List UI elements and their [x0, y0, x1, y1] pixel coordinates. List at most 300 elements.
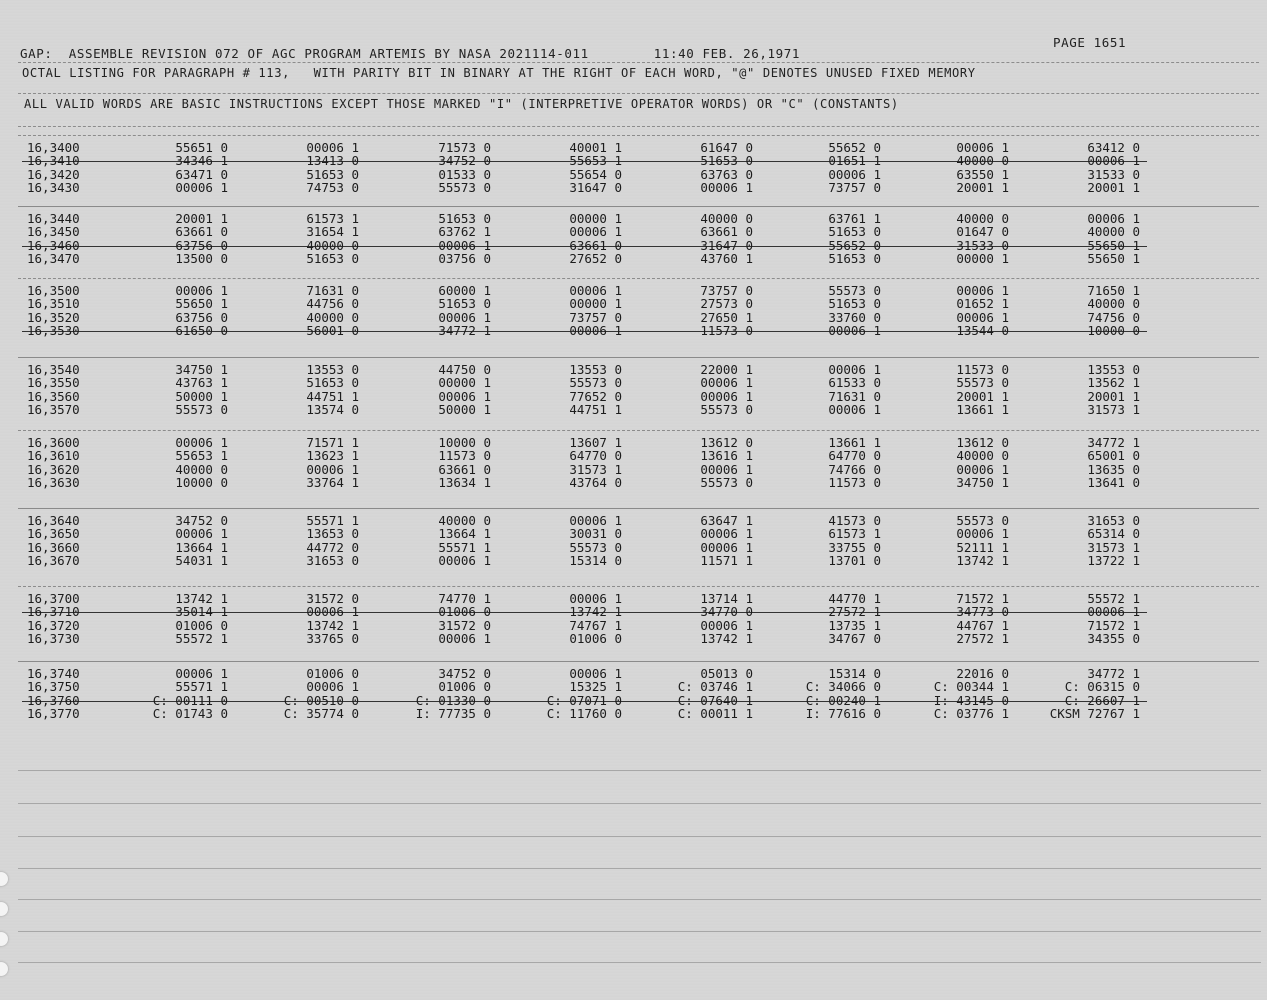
octal-word: 03756 0	[438, 251, 491, 267]
octal-word: 00006 1	[306, 679, 359, 695]
octal-word: C: 01743 0	[152, 706, 228, 722]
octal-word: 73757 0	[700, 283, 753, 298]
octal-word: 40000 0	[700, 211, 753, 226]
row-address: 16,3440	[27, 211, 80, 226]
octal-word: C: 35774 0	[283, 706, 359, 722]
octal-word: 31654 1	[306, 224, 359, 240]
header-line-3: ALL VALID WORDS ARE BASIC INSTRUCTIONS EXCEPT THOSE MARKED "I" (INTERPRETIVE OPERATOR WORDS) OR "C" (CONSTANTS)	[24, 97, 899, 111]
octal-word: 13500 0	[175, 251, 228, 267]
octal-word: 55650 1	[1087, 251, 1140, 267]
octal-word: 34346 1	[175, 153, 228, 169]
octal-word: 13574 0	[306, 402, 359, 418]
octal-word: 31572 0	[438, 617, 491, 633]
octal-word: 31573 1	[1087, 539, 1140, 555]
group-rule	[18, 278, 1259, 279]
octal-word: C: 00240 1	[805, 692, 881, 708]
octal-word: 55650 1	[1087, 237, 1140, 253]
octal-word: 00006 1	[438, 237, 491, 253]
octal-word: 11573 0	[828, 475, 881, 491]
octal-word: 44756 0	[306, 296, 359, 312]
header-rule	[18, 62, 1259, 63]
octal-word: I: 77616 0	[805, 706, 881, 722]
octal-word: 00006 1	[700, 461, 753, 477]
octal-word: 51653 0	[438, 211, 491, 226]
octal-word: 13616 1	[700, 448, 753, 464]
octal-word: 00006 1	[175, 283, 228, 298]
octal-word: 55573 0	[956, 375, 1009, 391]
octal-word: 55571 1	[306, 513, 359, 528]
octal-word: 01006 0	[569, 631, 622, 647]
listing-row	[0, 324, 1267, 338]
octal-word: 44770 1	[828, 591, 881, 606]
octal-word: 00006 1	[956, 461, 1009, 477]
header-line-2: OCTAL LISTING FOR PARAGRAPH # 113, WITH PARITY BIT IN BINARY AT THE RIGHT OF EACH WORD, "@" DENOTES UNUSED FIXED MEMORY	[22, 66, 976, 80]
octal-word: 11573 0	[438, 448, 491, 464]
octal-word: 13661 1	[828, 435, 881, 450]
octal-word: C: 26607 1	[1064, 692, 1140, 708]
row-address: 16,3610	[27, 448, 80, 464]
octal-word: 55651 0	[175, 140, 228, 155]
octal-word: 13635 0	[1087, 461, 1140, 477]
row-address: 16,3510	[27, 296, 80, 312]
octal-word: 60000 1	[438, 283, 491, 298]
octal-word: 31533 0	[1087, 166, 1140, 182]
listing-group	[0, 363, 1267, 423]
octal-word: 27573 0	[700, 296, 753, 312]
octal-word: 00006 1	[569, 224, 622, 240]
listing-row	[0, 632, 1267, 646]
octal-word: 61533 0	[828, 375, 881, 391]
octal-word: 63762 1	[438, 224, 491, 240]
octal-word: 31572 0	[306, 591, 359, 606]
octal-word: 40000 0	[956, 153, 1009, 169]
octal-word: 74767 1	[569, 617, 622, 633]
octal-word: 13742 1	[306, 617, 359, 633]
octal-word: 00006 1	[438, 309, 491, 325]
octal-word: 00006 1	[306, 604, 359, 620]
octal-word: 00006 1	[956, 283, 1009, 298]
octal-word: 10000 0	[1087, 323, 1140, 339]
group-rule	[18, 661, 1259, 662]
feed-hole	[0, 902, 8, 916]
octal-word: 51653 0	[438, 296, 491, 312]
octal-word: 11573 0	[700, 323, 753, 339]
octal-word: 00006 1	[1087, 604, 1140, 620]
octal-word: 63550 1	[956, 166, 1009, 182]
listing-group	[0, 514, 1267, 574]
octal-word: 34767 0	[828, 631, 881, 647]
octal-word: 13553 0	[1087, 362, 1140, 377]
octal-word: 01652 1	[956, 296, 1009, 312]
group-rule	[18, 206, 1259, 207]
octal-word: 55652 0	[828, 237, 881, 253]
octal-word: C: 03776 1	[933, 706, 1009, 722]
listing-group	[0, 141, 1267, 201]
octal-word: 11571 1	[700, 553, 753, 569]
octal-word: 15325 1	[569, 679, 622, 695]
octal-word: 34752 0	[438, 666, 491, 681]
octal-word: 01006 0	[306, 666, 359, 681]
octal-word: 31653 0	[1087, 513, 1140, 528]
listing-row	[0, 707, 1267, 721]
octal-word: 00006 1	[175, 435, 228, 450]
octal-word: I: 77735 0	[415, 706, 491, 722]
octal-word: 13722 1	[1087, 553, 1140, 569]
octal-word: 55572 1	[175, 631, 228, 647]
octal-word: 00006 1	[175, 526, 228, 542]
octal-word: 31573 1	[1087, 402, 1140, 418]
octal-word: 51653 0	[306, 166, 359, 182]
octal-word: 13562 1	[1087, 375, 1140, 391]
octal-word: 51653 0	[306, 375, 359, 391]
group-rule	[18, 357, 1259, 358]
row-address: 16,3620	[27, 461, 80, 477]
octal-word: 13664 1	[438, 526, 491, 542]
octal-word: 51653 0	[306, 251, 359, 267]
octal-word: 55573 0	[956, 513, 1009, 528]
octal-word: 13413 0	[306, 153, 359, 169]
row-address: 16,3540	[27, 362, 80, 377]
listing-group	[0, 284, 1267, 344]
octal-word: 54031 1	[175, 553, 228, 569]
octal-word: 30031 0	[569, 526, 622, 542]
octal-word: 71573 0	[438, 140, 491, 155]
octal-word: 50000 1	[175, 388, 228, 404]
listing-row	[0, 403, 1267, 417]
listing-row	[0, 252, 1267, 266]
row-address: 16,3740	[27, 666, 80, 681]
octal-word: 31653 0	[306, 553, 359, 569]
octal-word: 00006 1	[828, 402, 881, 418]
octal-word: 43760 1	[700, 251, 753, 267]
octal-word: 13623 1	[306, 448, 359, 464]
octal-word: 20001 1	[956, 180, 1009, 196]
octal-word: 44767 1	[956, 617, 1009, 633]
octal-word: 15314 0	[828, 666, 881, 681]
octal-word: C: 06315 0	[1064, 679, 1140, 695]
row-address: 16,3760	[27, 692, 80, 708]
octal-word: 01533 0	[438, 166, 491, 182]
octal-word: 43764 0	[569, 475, 622, 491]
octal-word: 55653 1	[175, 448, 228, 464]
octal-word: 55652 0	[828, 140, 881, 155]
octal-word: 31533 0	[956, 237, 1009, 253]
octal-word: 00006 1	[438, 553, 491, 569]
octal-word: 20001 1	[1087, 180, 1140, 196]
octal-word: 73757 0	[828, 180, 881, 196]
octal-word: 55573 0	[175, 402, 228, 418]
octal-word: 00006 1	[700, 526, 753, 542]
octal-word: 63661 0	[175, 224, 228, 240]
octal-word: 00006 1	[438, 631, 491, 647]
octal-word: 55573 0	[569, 539, 622, 555]
row-address: 16,3410	[27, 153, 80, 169]
octal-word: 34355 0	[1087, 631, 1140, 647]
octal-word: 33764 1	[306, 475, 359, 491]
row-address: 16,3770	[27, 706, 80, 722]
row-address: 16,3640	[27, 513, 80, 528]
octal-word: 74756 0	[1087, 309, 1140, 325]
octal-word: 63412 0	[1087, 140, 1140, 155]
octal-word: 33755 0	[828, 539, 881, 555]
group-rule	[18, 586, 1259, 587]
octal-word: 00006 1	[956, 526, 1009, 542]
header-rule	[18, 93, 1259, 94]
blank-line	[18, 931, 1261, 932]
row-address: 16,3670	[27, 553, 80, 569]
octal-word: 13664 1	[175, 539, 228, 555]
octal-word: 63661 0	[569, 237, 622, 253]
octal-word: 35014 1	[175, 604, 228, 620]
octal-word: 41573 0	[828, 513, 881, 528]
octal-word: C: 00111 0	[152, 692, 228, 708]
octal-word: 74766 0	[828, 461, 881, 477]
octal-word: 22016 0	[956, 666, 1009, 681]
octal-word: 71571 1	[306, 435, 359, 450]
header-line-1: GAP: ASSEMBLE REVISION 072 OF AGC PROGRAM ARTEMIS BY NASA 2021114-011 11:40 FEB. 26,1971	[20, 46, 801, 61]
octal-word: 73757 0	[569, 309, 622, 325]
octal-word: 00006 1	[956, 309, 1009, 325]
octal-word: 01647 0	[956, 224, 1009, 240]
octal-word: 00006 1	[828, 362, 881, 377]
octal-word: 01651 1	[828, 153, 881, 169]
octal-word: 65001 0	[1087, 448, 1140, 464]
octal-word: C: 00011 1	[677, 706, 753, 722]
octal-word: 40000 0	[306, 237, 359, 253]
octal-word: 55573 0	[700, 475, 753, 491]
blank-line	[18, 803, 1261, 804]
octal-word: 33760 0	[828, 309, 881, 325]
octal-word: 40000 0	[956, 448, 1009, 464]
blank-line	[18, 962, 1261, 963]
octal-word: 34772 1	[1087, 435, 1140, 450]
octal-word: 43763 1	[175, 375, 228, 391]
octal-word: 44772 0	[306, 539, 359, 555]
octal-word: 55654 0	[569, 166, 622, 182]
octal-word: 51653 0	[828, 296, 881, 312]
octal-word: 74753 0	[306, 180, 359, 196]
blank-line	[18, 868, 1261, 869]
octal-word: 55573 0	[700, 402, 753, 418]
listing-row	[0, 181, 1267, 195]
octal-word: 50000 1	[438, 402, 491, 418]
octal-word: 27650 1	[700, 309, 753, 325]
octal-word: 61573 1	[828, 526, 881, 542]
octal-word: 00000 1	[569, 296, 622, 312]
row-address: 16,3700	[27, 591, 80, 606]
octal-word: C: 34066 0	[805, 679, 881, 695]
octal-word: 63756 0	[175, 237, 228, 253]
row-address: 16,3520	[27, 309, 80, 325]
octal-word: 55571 1	[175, 679, 228, 695]
octal-word: 40000 0	[1087, 296, 1140, 312]
octal-word: 55573 0	[828, 283, 881, 298]
octal-word: 13701 0	[828, 553, 881, 569]
octal-word: 13742 1	[700, 631, 753, 647]
listing-row	[0, 554, 1267, 568]
row-address: 16,3650	[27, 526, 80, 542]
octal-word: 00006 1	[438, 388, 491, 404]
octal-word: 00006 1	[569, 283, 622, 298]
octal-word: C: 07640 1	[677, 692, 753, 708]
row-address: 16,3570	[27, 402, 80, 418]
row-address: 16,3470	[27, 251, 80, 267]
octal-word: 56001 0	[306, 323, 359, 339]
octal-word: 00006 1	[1087, 211, 1140, 226]
feed-hole	[0, 962, 8, 976]
octal-word: 00006 1	[700, 388, 753, 404]
page-number: PAGE 1651	[1053, 35, 1127, 50]
octal-word: 00006 1	[700, 539, 753, 555]
octal-word: 55650 1	[175, 296, 228, 312]
octal-word: 34770 0	[700, 604, 753, 620]
octal-word: 51653 0	[828, 251, 881, 267]
octal-word: 01006 0	[175, 617, 228, 633]
octal-word: C: 01330 0	[415, 692, 491, 708]
octal-word: 44751 1	[306, 388, 359, 404]
octal-word: 27572 1	[956, 631, 1009, 647]
octal-word: 63647 1	[700, 513, 753, 528]
octal-word: 34772 1	[438, 323, 491, 339]
row-address: 16,3730	[27, 631, 80, 647]
octal-word: 15314 0	[569, 553, 622, 569]
octal-word: 34752 0	[438, 153, 491, 169]
octal-word: C: 11760 0	[546, 706, 622, 722]
row-address: 16,3710	[27, 604, 80, 620]
group-rule	[18, 508, 1259, 509]
octal-word: 13742 1	[175, 591, 228, 606]
octal-word: 13742 1	[956, 553, 1009, 569]
octal-word: 63756 0	[175, 309, 228, 325]
octal-word: 05013 0	[700, 666, 753, 681]
feed-hole	[0, 932, 8, 946]
octal-word: 27652 0	[569, 251, 622, 267]
blank-line	[18, 836, 1261, 837]
octal-word: CKSM 72767 1	[1049, 706, 1140, 722]
octal-word: 34773 0	[956, 604, 1009, 620]
row-address: 16,3600	[27, 435, 80, 450]
octal-word: 13735 1	[828, 617, 881, 633]
octal-word: 10000 0	[175, 475, 228, 491]
octal-word: 00006 1	[700, 180, 753, 196]
listing-row	[0, 476, 1267, 490]
octal-word: 71631 0	[828, 388, 881, 404]
octal-word: 74770 1	[438, 591, 491, 606]
octal-word: 61647 0	[700, 140, 753, 155]
octal-word: 40000 0	[1087, 224, 1140, 240]
octal-word: 00006 1	[306, 140, 359, 155]
listing-group	[0, 212, 1267, 272]
octal-word: 55571 1	[438, 539, 491, 555]
octal-word: 13714 1	[700, 591, 753, 606]
row-address: 16,3750	[27, 679, 80, 695]
octal-word: 00006 1	[569, 323, 622, 339]
octal-word: 34752 0	[175, 513, 228, 528]
row-address: 16,3420	[27, 166, 80, 182]
octal-word: 13742 1	[569, 604, 622, 620]
group-rule	[18, 135, 1259, 136]
octal-word: 13612 0	[700, 435, 753, 450]
blank-line	[18, 899, 1261, 900]
octal-word: 00006 1	[175, 180, 228, 196]
octal-word: 13641 0	[1087, 475, 1140, 491]
row-address: 16,3400	[27, 140, 80, 155]
octal-word: 01006 0	[438, 679, 491, 695]
octal-word: 31647 0	[569, 180, 622, 196]
octal-word: 11573 0	[956, 362, 1009, 377]
octal-word: 13553 0	[306, 362, 359, 377]
row-address: 16,3630	[27, 475, 80, 491]
octal-word: 13612 0	[956, 435, 1009, 450]
row-address: 16,3560	[27, 388, 80, 404]
listing-group	[0, 436, 1267, 496]
octal-word: 34750 1	[175, 362, 228, 377]
octal-word: 34772 1	[1087, 666, 1140, 681]
octal-word: 34750 1	[956, 475, 1009, 491]
octal-word: 40000 0	[306, 309, 359, 325]
octal-word: 31647 0	[700, 237, 753, 253]
octal-word: 71650 1	[1087, 283, 1140, 298]
octal-word: 33765 0	[306, 631, 359, 647]
row-address: 16,3450	[27, 224, 80, 240]
octal-word: I: 43145 0	[933, 692, 1009, 708]
octal-word: 63661 0	[700, 224, 753, 240]
octal-word: 51653 0	[700, 153, 753, 169]
octal-word: 00006 1	[569, 591, 622, 606]
octal-word: 51653 0	[828, 224, 881, 240]
listing-group	[0, 592, 1267, 652]
row-address: 16,3720	[27, 617, 80, 633]
octal-word: 63763 0	[700, 166, 753, 182]
octal-word: C: 03746 1	[677, 679, 753, 695]
octal-word: 40000 0	[175, 461, 228, 477]
blank-line	[18, 770, 1261, 771]
octal-word: 00006 1	[956, 140, 1009, 155]
octal-word: 71572 1	[1087, 617, 1140, 633]
octal-word: 13544 0	[956, 323, 1009, 339]
octal-word: 00006 1	[569, 666, 622, 681]
octal-word: 00006 1	[569, 513, 622, 528]
row-address: 16,3460	[27, 237, 80, 253]
row-address: 16,3500	[27, 283, 80, 298]
header-rule	[18, 126, 1259, 127]
feed-hole	[0, 872, 8, 886]
octal-word: 00006 1	[828, 166, 881, 182]
octal-word: 00000 1	[956, 251, 1009, 267]
octal-word: 20001 1	[956, 388, 1009, 404]
octal-word: 13553 0	[569, 362, 622, 377]
octal-word: 55573 0	[569, 375, 622, 391]
octal-word: 13634 1	[438, 475, 491, 491]
octal-word: 13653 0	[306, 526, 359, 542]
octal-word: 63471 0	[175, 166, 228, 182]
octal-word: 44750 0	[438, 362, 491, 377]
octal-word: 00000 1	[569, 211, 622, 226]
octal-word: 00000 1	[438, 375, 491, 391]
octal-word: 13607 1	[569, 435, 622, 450]
row-address: 16,3660	[27, 539, 80, 555]
octal-word: 27572 1	[828, 604, 881, 620]
octal-word: 01006 0	[438, 604, 491, 620]
octal-word: 20001 1	[1087, 388, 1140, 404]
row-address: 16,3430	[27, 180, 80, 196]
octal-word: 63661 0	[438, 461, 491, 477]
octal-word: 00006 1	[306, 461, 359, 477]
octal-word: 77652 0	[569, 388, 622, 404]
octal-word: 10000 0	[438, 435, 491, 450]
octal-word: 13661 1	[956, 402, 1009, 418]
octal-word: 31573 1	[569, 461, 622, 477]
